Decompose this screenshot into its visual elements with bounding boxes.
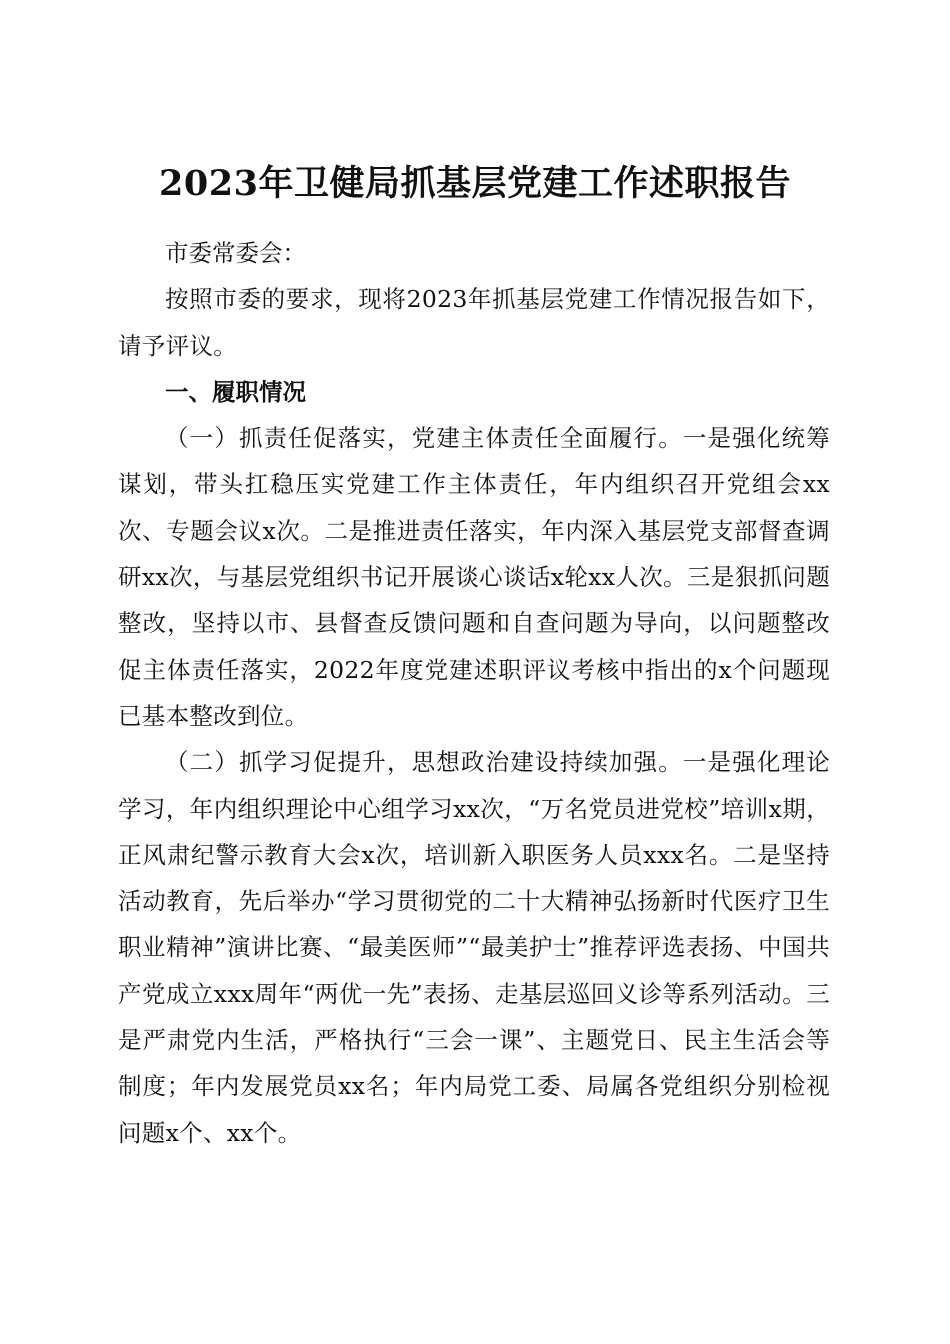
section-heading: 一、履职情况 — [165, 377, 306, 406]
paragraph-study: （二）抓学习促提升，思想政治建设持续加强。一是强化理论学习，年内组织理论中心组学习xx次，“万名党员进党校”培训x期，正风肃纪警示教育大会x次，培训新入职医务人员xxx名。二是坚持活动教育，先后举办“学习贯彻党的二十大精神弘扬新时代医疗卫生职业精神”演讲比赛、“最美医师”“最美护士”推荐评选表扬、中国共产党成立xxx周年“两优一先”表扬、走基层巡回义诊等系列活动。三是严肃党内生活，严格执行“三会一课”、主题党日、民主生活会等制度；年内发展党员xx名；年内局党工委、局属各党组织分别检视问题x个、xx个。 — [118, 748, 830, 1147]
paragraph-responsibility: （一）抓责任促落实，党建主体责任全面履行。一是强化统筹谋划，带头扛稳压实党建工作主体责任，年内组织召开党组会xx次、专题会议x次。二是推进责任落实，年内深入基层党支部督查调研xx次，与基层党组织书记开展谈心谈话x轮xx人次。三是狠抓问题整改，坚持以市、县督查反馈问题和自查问题为导向，以问题整改促主体责任落实，2022年度党建述职评议考核中指出的x个问题现已基本整改到位。 — [118, 424, 830, 730]
intro-paragraph: 按照市委的要求，现将2023年抓基层党建工作情况报告如下，请予评议。 — [118, 285, 830, 360]
document-title: 2023年卫健局抓基层党建工作述职报告 — [159, 163, 791, 205]
salutation: 市委常委会： — [165, 239, 306, 267]
document-body — [118, 230, 830, 1156]
